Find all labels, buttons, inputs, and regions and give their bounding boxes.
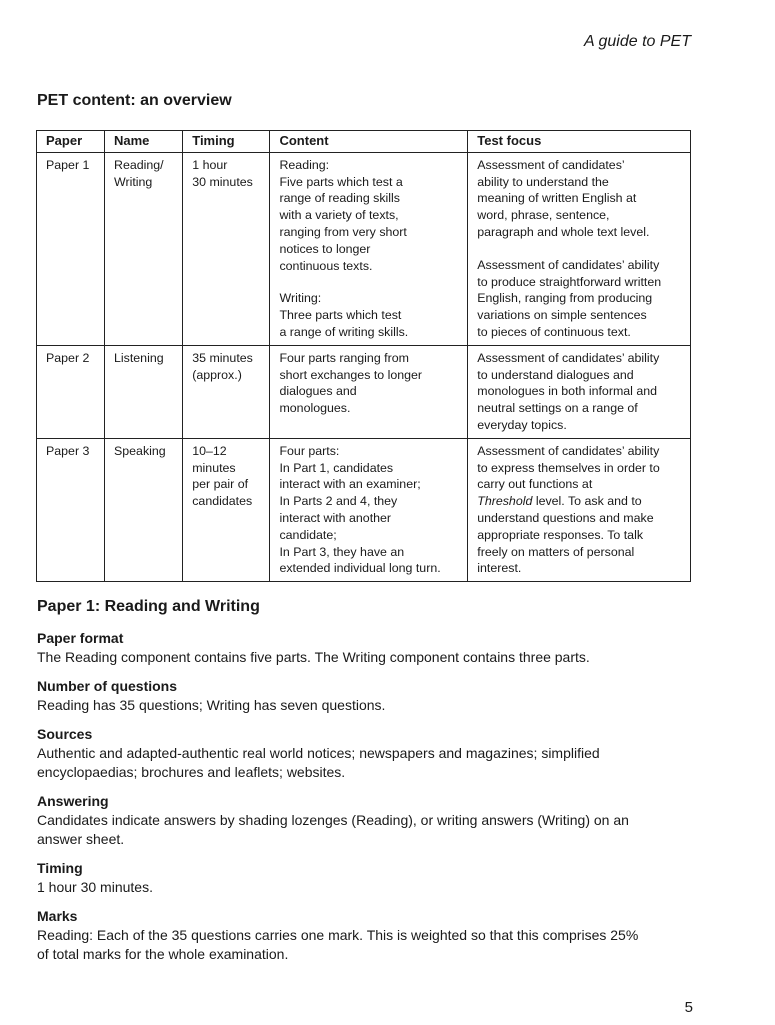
section-answering xyxy=(37,792,697,849)
focus-line: word, phrase, sentence, xyxy=(477,208,610,223)
section-text: Reading has 35 questions; Writing has seven questions. xyxy=(37,697,386,713)
content-line: Writing: xyxy=(279,291,322,306)
section-text: Authentic and adapted-authentic real world notices; newspapers and magazines; simplified xyxy=(37,745,600,761)
focus-line: English, ranging from producing xyxy=(477,291,653,306)
name-line: Reading/ xyxy=(114,157,164,172)
cell-test-focus xyxy=(468,152,691,345)
focus-line: paragraph and whole text level. xyxy=(477,224,650,239)
section-heading: Sources xyxy=(37,726,93,742)
content-line: a range of writing skills. xyxy=(279,324,409,339)
focus-line: appropriate responses. To talk xyxy=(477,527,644,542)
content-line: In Part 3, they have an xyxy=(279,544,405,559)
running-head: A guide to PET xyxy=(583,33,691,50)
section-number-of-questions xyxy=(37,677,697,715)
cell-timing xyxy=(183,345,270,438)
content-line: Four parts: xyxy=(279,443,340,458)
focus-line: neutral settings on a range of xyxy=(477,401,638,416)
column-header-name: Name xyxy=(105,131,183,153)
timing-line: 10–12 xyxy=(192,443,227,458)
timing-line: minutes xyxy=(192,460,236,475)
focus-line: everyday topics. xyxy=(477,417,567,432)
focus-line: ability to understand the xyxy=(477,174,609,189)
focus-line: freely on matters of personal xyxy=(477,544,635,559)
focus-line: interest. xyxy=(477,561,522,576)
table-row-paper-1 xyxy=(37,152,691,345)
section-heading: Marks xyxy=(37,908,78,924)
cell-timing xyxy=(183,438,270,581)
cell-timing xyxy=(183,152,270,345)
content-line: interact with an examiner; xyxy=(279,477,421,492)
section-text: answer sheet. xyxy=(37,831,125,847)
column-header-paper: Paper xyxy=(37,131,105,153)
focus-line: carry out functions at xyxy=(477,477,593,492)
timing-line: candidates xyxy=(192,494,253,509)
section-text: The Reading component contains five parts. The Writing component contains three parts. xyxy=(37,649,590,665)
content-line: Four parts ranging from xyxy=(279,350,409,365)
paper1-title: Paper 1: Reading and Writing xyxy=(37,598,260,615)
name-line: Speaking xyxy=(114,443,166,458)
timing-line: 35 minutes xyxy=(192,350,253,365)
focus-line: to produce straightforward written xyxy=(477,274,662,289)
cell-paper xyxy=(37,152,105,345)
section-timing xyxy=(37,859,697,897)
focus-line: understand questions and make xyxy=(477,510,654,525)
page-number: 5 xyxy=(684,999,693,1016)
section-heading: Answering xyxy=(37,793,109,809)
content-line: extended individual long turn. xyxy=(279,561,441,576)
focus-line: to understand dialogues and xyxy=(477,367,634,382)
focus-line: to pieces of continuous text. xyxy=(477,324,631,339)
overview-title: PET content: an overview xyxy=(37,92,232,109)
section-text: of total marks for the whole examination. xyxy=(37,946,289,962)
threshold-italic: Threshold xyxy=(477,494,533,509)
section-text: Candidates indicate answers by shading lozenges (Reading), or writing answers (Writing) on an xyxy=(37,812,629,828)
cell-paper xyxy=(37,438,105,581)
cell-content xyxy=(270,152,468,345)
content-line: candidate; xyxy=(279,527,337,542)
focus-line: Assessment of candidates’ ability xyxy=(477,257,660,272)
section-heading: Timing xyxy=(37,860,83,876)
section-marks xyxy=(37,907,697,964)
content-line: dialogues and xyxy=(279,384,357,399)
cell-name xyxy=(105,345,183,438)
name-line: Listening xyxy=(114,350,164,365)
content-line: In Parts 2 and 4, they xyxy=(279,494,398,509)
content-line: range of reading skills xyxy=(279,191,400,206)
focus-line: Assessment of candidates’ ability xyxy=(477,443,660,458)
paper-label: Paper 2 xyxy=(46,350,90,365)
focus-line: meaning of written English at xyxy=(477,191,637,206)
focus-line: to express themselves in order to xyxy=(477,460,660,475)
timing-line: (approx.) xyxy=(192,367,242,382)
focus-line xyxy=(477,493,690,510)
table-header-row xyxy=(37,131,691,153)
table-row-paper-3 xyxy=(37,438,691,581)
content-line: ranging from very short xyxy=(279,224,407,239)
focus-line-rest: level. To ask and to xyxy=(535,494,642,509)
section-heading: Paper format xyxy=(37,630,124,646)
content-line: monologues. xyxy=(279,401,351,416)
cell-test-focus xyxy=(468,438,691,581)
section-text: 1 hour 30 minutes. xyxy=(37,879,153,895)
section-text: Reading: Each of the 35 questions carries one mark. This is weighted so that this comprises 25% xyxy=(37,927,639,943)
cell-content xyxy=(270,438,468,581)
content-line: notices to longer xyxy=(279,241,371,256)
content-line: short exchanges to longer xyxy=(279,367,423,382)
focus-line: variations on simple sentences xyxy=(477,308,647,323)
timing-line: per pair of xyxy=(192,477,249,492)
focus-line: Assessment of candidates’ ability xyxy=(477,350,660,365)
overview-table xyxy=(36,130,691,582)
cell-test-focus xyxy=(468,345,691,438)
section-heading: Number of questions xyxy=(37,678,178,694)
content-line: Five parts which test a xyxy=(279,174,403,189)
content-line: interact with another xyxy=(279,510,392,525)
focus-spacer xyxy=(477,241,690,257)
content-line: continuous texts. xyxy=(279,258,373,273)
cell-content xyxy=(270,345,468,438)
paper-label: Paper 1 xyxy=(46,157,90,172)
section-text: encyclopaedias; brochures and leaflets; websites. xyxy=(37,764,346,780)
section-sources xyxy=(37,725,697,782)
column-header-timing: Timing xyxy=(183,131,270,153)
paper-label: Paper 3 xyxy=(46,443,90,458)
focus-line: monologues in both informal and xyxy=(477,384,658,399)
column-header-test-focus: Test focus xyxy=(468,131,691,153)
cell-paper xyxy=(37,345,105,438)
focus-line: Assessment of candidates’ xyxy=(477,157,625,172)
name-line: Writing xyxy=(114,174,153,189)
cell-name xyxy=(105,438,183,581)
section-paper-format xyxy=(37,629,697,667)
content-spacer xyxy=(279,274,467,290)
content-line: Reading: xyxy=(279,157,330,172)
cell-name xyxy=(105,152,183,345)
table-row-paper-2 xyxy=(37,345,691,438)
timing-line: 30 minutes xyxy=(192,174,253,189)
content-line: with a variety of texts, xyxy=(279,208,399,223)
content-line: Three parts which test xyxy=(279,308,402,323)
column-header-content: Content xyxy=(270,131,468,153)
paper1-sections xyxy=(37,629,697,974)
content-line: In Part 1, candidates xyxy=(279,460,394,475)
timing-line: 1 hour xyxy=(192,157,228,172)
